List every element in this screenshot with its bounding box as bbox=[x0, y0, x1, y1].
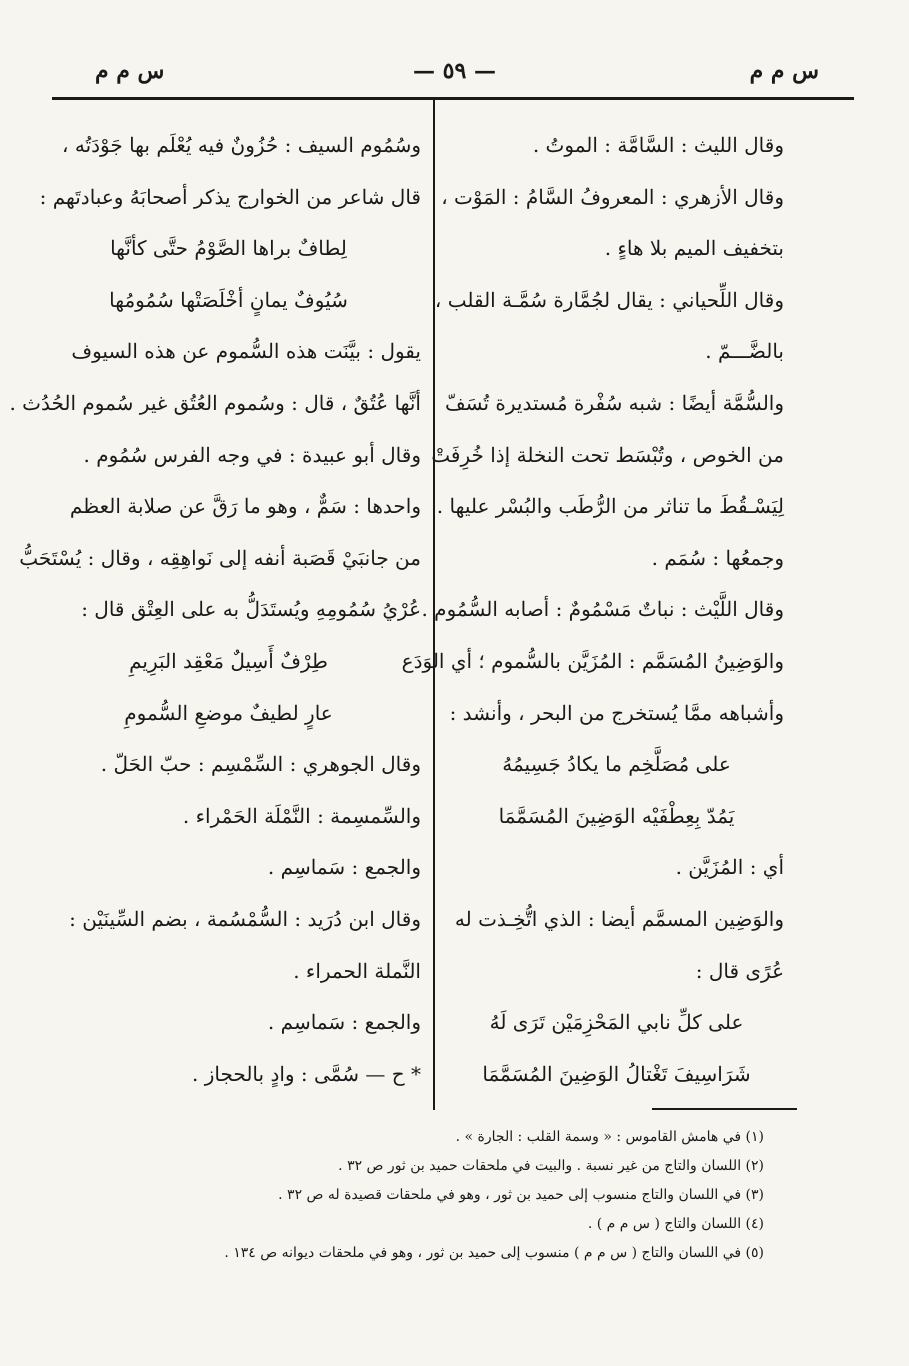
footnote: (٢) اللسان والتاج من غير نسبة . والبيت في ملحقات حميد بن ثور ص ٣٢ . bbox=[338, 1158, 764, 1174]
text-line: وسُمُوم السيف : حُزُونٌ فيه يُعْلَم بها جَوْدَتُه ، bbox=[62, 133, 421, 157]
running-header-right: س م م bbox=[749, 58, 819, 84]
footnote-rule bbox=[652, 1108, 797, 1110]
right-column bbox=[401, 120, 784, 1100]
text-line: من الخوص ، وتُبْسَط تحت النخلة إذا خُرِفَتْ bbox=[431, 442, 784, 467]
text-line: يقول : بيَّنَت هذه السُّموم عن هذه السيوف bbox=[71, 339, 421, 364]
running-header-left: س م م bbox=[95, 58, 165, 84]
text-line: وقال ابن دُرَيد : السُّمْسُمة ، بضم السِّينَيْن : bbox=[69, 906, 421, 931]
text-line: قال شاعر من الخوارج يذكر أصحابَهُ وعبادتَهم : bbox=[39, 184, 421, 209]
header-rule bbox=[52, 97, 854, 100]
page-number: — ٥٩ — bbox=[413, 58, 496, 84]
verse-line: سُيُوفٌ يمانٍ أخْلَصَتْها سُمُومُها bbox=[109, 287, 348, 312]
text-line: والجمع : سَماسِم . bbox=[267, 855, 421, 880]
text-line: بالضَّـــمّ . bbox=[705, 339, 784, 364]
text-line: عُرْيُ سُمُومِهِ ويُستَدَلُّ به على العِتْق قال : bbox=[81, 597, 421, 622]
footnote: (٥) في اللسان والتاج ( س م م ) منسوب إلى حميد بن ثور ، وهو في ملحقات ديوانه ص ١٣٤ . bbox=[224, 1245, 764, 1261]
text-line: وجمعُها : سُمَم . bbox=[651, 545, 784, 570]
text-line: أي : المُزَيَّن . bbox=[675, 855, 784, 880]
footnote: (٤) اللسان والتاج ( س م م ) . bbox=[587, 1216, 764, 1232]
footnotes bbox=[64, 1123, 764, 1268]
text-line: وقال اللِّحياني : يقال لجُمَّارة سُمَّـة القلب ، bbox=[434, 287, 784, 312]
text-line: وقال الجوهري : السِّمْسِم : حبّ الحَلّ . bbox=[100, 752, 421, 777]
text-line: بتخفيف الميم بلا هاءٍ . bbox=[604, 236, 784, 261]
verse-line: عارٍ لطيفٌ موضعِ السُّمومِ bbox=[124, 700, 333, 725]
verse-line: يَمُدّ بِعِطْفَيْه الوَضِينَ المُسَمَّمَا bbox=[498, 803, 735, 828]
text-line: وقال اللَّيْث : نباتٌ مَسْمُومٌ : أصابه السُّمُوم . bbox=[421, 597, 784, 622]
text-line: وقال أبو عبيدة : في وجه الفرس سُمُوم . bbox=[83, 442, 421, 467]
footnote: (١) في هامش القاموس : « وسمة القلب : الجارة » . bbox=[455, 1129, 764, 1145]
verse-line: شَرَاسِيفَ تَغْتالُ الوَضِينَ المُسَمَّمَا bbox=[482, 1061, 751, 1086]
text-line: أنَّها عُتُقٌ ، قال : وسُموم العُتُق غير سُموم الحُدُث . bbox=[9, 390, 421, 415]
text-line: لِيَسْـقُطَ ما تناثر من الرُّطَب والبُسْر عليها . bbox=[436, 494, 784, 519]
verse-line: طِرْفٌ أَسِيلٌ مَعْقِد البَرِيمِ bbox=[129, 648, 328, 673]
text-line: والوَضِين المسمَّم أيضا : الذي اتُّخِـذت له bbox=[454, 906, 784, 931]
text-line: والسِّمسِمة : النَّمْلَة الحَمْراء . bbox=[182, 803, 421, 828]
text-line: عُرًى قال : bbox=[695, 958, 784, 983]
text-line: والسُّمَّة أيضًا : شبه سُفْرة مُستديرة تُسَفّ bbox=[444, 390, 784, 415]
text-line: والوَضِينُ المُسَمَّم : المُزَيَّن بالسُّموم ؛ أي الوَدَع bbox=[401, 648, 784, 673]
verse-line: لِطافٌ براها الصَّوْمُ حتَّى كأنَّها bbox=[110, 236, 347, 261]
footnote: (٣) في اللسان والتاج منسوب إلى حميد بن ثور ، وهو في ملحقات قصيدة له ص ٣٢ . bbox=[278, 1187, 764, 1203]
text-line: من جانبَيْ قَصَبة أنفه إلى نَواهِقِه ، وقال : يُسْتَحَبُّ bbox=[19, 545, 421, 570]
text-line: * ح — سُمَّى : وادٍ بالحجاز . bbox=[192, 1061, 421, 1086]
verse-line: على مُصَلَّخِم ما يكادُ جَسِيمُهُ bbox=[502, 752, 731, 777]
text-line: وقال الأزهري : المعروفُ السَّامُ : المَوْت ، bbox=[441, 184, 784, 209]
left-column bbox=[9, 120, 421, 1100]
text-line: واحدها : سَمٌّ ، وهو ما رَقَّ عن صلابة العظم bbox=[69, 494, 421, 519]
text-line: والجمع : سَماسِم . bbox=[267, 1010, 421, 1035]
text-line: وأشباهه ممَّا يُستخرج من البحر ، وأنشد : bbox=[449, 700, 784, 725]
text-line: النَّملة الحمراء . bbox=[293, 958, 421, 983]
text-line: وقال الليث : السَّامَّة : الموتُ . bbox=[532, 133, 784, 157]
verse-line: على كلِّ نابي المَحْزِمَيْن تَرَى لَهُ bbox=[489, 1010, 744, 1035]
